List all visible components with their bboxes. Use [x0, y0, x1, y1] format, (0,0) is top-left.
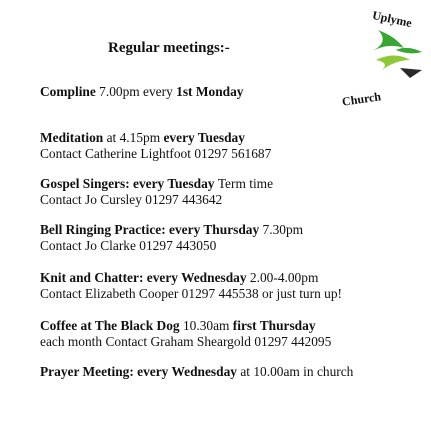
- meeting-text: Prayer Meeting: every Wednesday: [40, 364, 241, 379]
- meeting-prayer: [40, 364, 353, 380]
- meeting-text: 2.00-4.00pm: [249, 270, 319, 285]
- meeting-line-2: [40, 286, 342, 302]
- meeting-line-2: [40, 192, 273, 208]
- meeting-text: 7.00pm every: [99, 84, 177, 99]
- meeting-text: Contact Elizabeth Cooper 01297 445538 or just turn up!: [40, 286, 342, 301]
- meeting-text: Contact Catherine Lightfoot 01297 561687: [40, 146, 272, 161]
- meeting-knit-and-chatter: [40, 270, 342, 302]
- meeting-line-2: [40, 334, 331, 350]
- meeting-text: Contact Jo Cursley 01297 443642: [40, 192, 223, 207]
- meeting-bell-ringing: [40, 222, 303, 254]
- logo-bottom-text: Church: [341, 89, 382, 109]
- meeting-line-2: [40, 238, 303, 254]
- meeting-text: first Thursday: [232, 318, 316, 333]
- meeting-line-1: [40, 176, 273, 192]
- meeting-meditation: [40, 130, 271, 162]
- meeting-text: Gospel Singers: every Tuesday: [40, 176, 218, 191]
- meeting-text: 7.30pm: [262, 222, 304, 237]
- meeting-text: 1st Monday: [176, 84, 244, 99]
- meeting-line-1: [40, 84, 243, 100]
- meeting-text: Compline: [40, 84, 100, 99]
- meeting-line-1: [40, 222, 303, 238]
- meeting-text: at 4.15pm: [106, 130, 164, 145]
- meeting-text: Term time: [217, 176, 274, 191]
- meeting-text: each month Contact Graham Sheargold 01297 442095: [40, 334, 332, 349]
- meeting-line-1: [40, 130, 271, 146]
- meeting-gospel-singers: [40, 176, 273, 208]
- meeting-coffee: [40, 318, 331, 350]
- meeting-compline: [40, 84, 243, 100]
- meeting-text: Meditation: [40, 130, 107, 145]
- meeting-text: Bell Ringing Practice: every Thursday: [40, 222, 263, 237]
- logo-top-text: Uplyme: [371, 8, 414, 31]
- meeting-line-1: [40, 318, 331, 334]
- meeting-text: at 10.00am in church: [240, 364, 354, 379]
- meeting-text: Contact Jo Clarke 01297 443050: [40, 238, 217, 253]
- meeting-line-1: [40, 270, 342, 286]
- meeting-text: every Tuesday: [163, 130, 245, 145]
- church-logo: [330, 8, 430, 109]
- meeting-line-2: [40, 146, 271, 162]
- meeting-text: Coffee at The Black Dog: [40, 318, 183, 333]
- meeting-line-1: [40, 364, 353, 380]
- meeting-text: 10.30am: [182, 318, 233, 333]
- page-title: Regular meetings:-: [108, 40, 230, 56]
- meeting-text: Knit and Chatter: every Wednesday: [40, 270, 250, 285]
